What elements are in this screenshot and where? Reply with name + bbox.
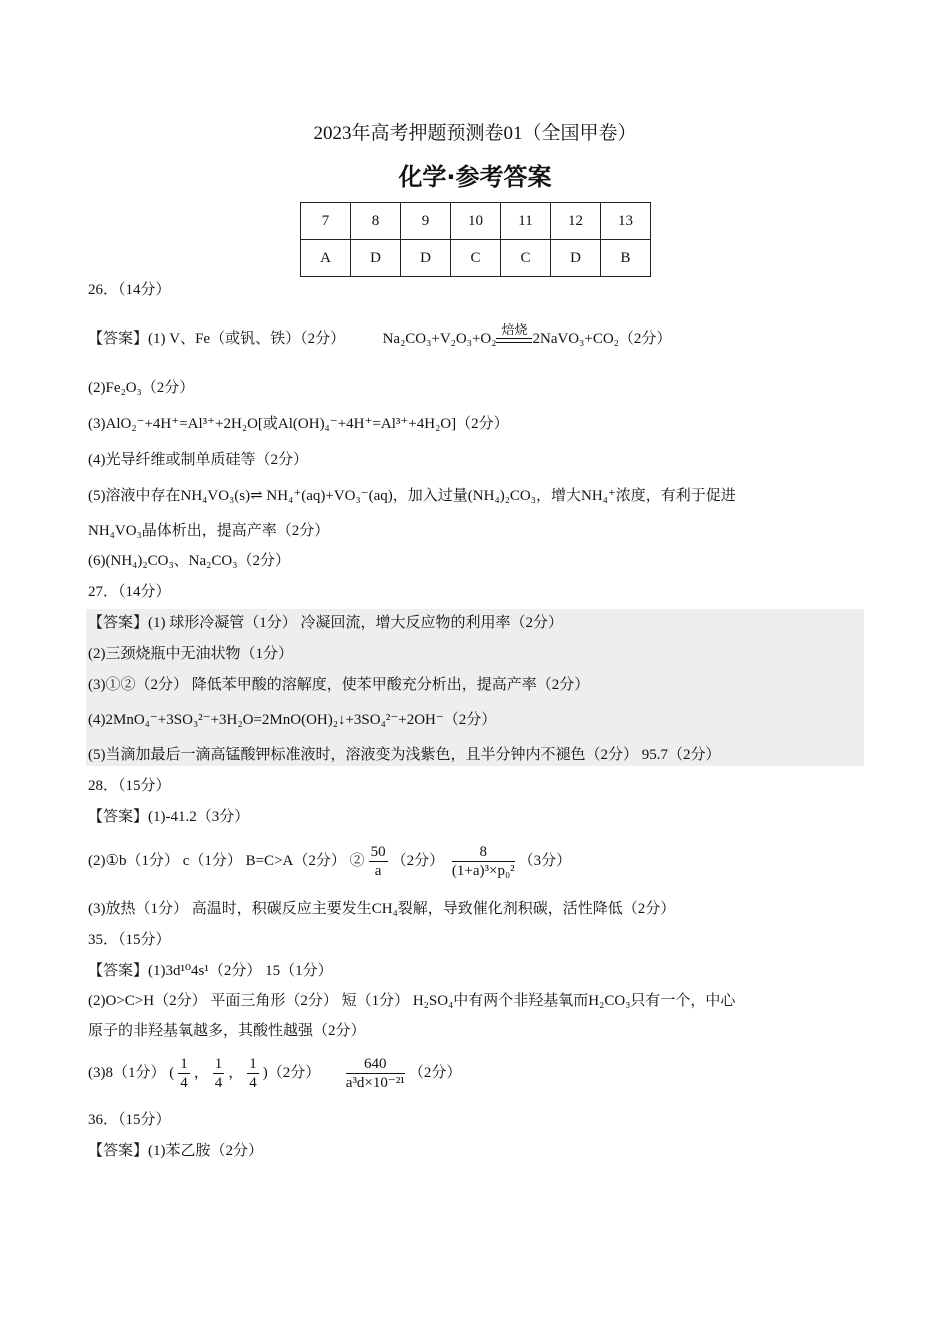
fraction-denominator: a³d×10⁻²¹ — [345, 1075, 405, 1092]
fraction — [178, 1055, 190, 1092]
q26-answer-4: (4)光导纤维或制单质硅等（2分） — [88, 452, 308, 468]
q27-answer-3: (3)①②（2分） 降低苯甲酸的溶解度，使苯甲酸充分析出，提高产率（2分） — [88, 677, 590, 693]
fraction-denominator: 4 — [249, 1075, 257, 1092]
q26-equation-reactants: Na₂CO₃+V₂O₃+O₂ — [382, 331, 497, 347]
table-cell: D — [351, 240, 401, 277]
q27-answer-1: 【答案】(1) 球形冷凝管（1分） 冷凝回流，增大反应物的利用率（2分） — [88, 615, 563, 631]
page-subtitle: 化学·参考答案 — [398, 163, 552, 191]
table-cell: 12 — [551, 203, 601, 240]
table-cell: B — [601, 240, 651, 277]
q36-header: 36．（15分） — [88, 1112, 171, 1128]
q27-answer-2: (2)三颈烧瓶中无油状物（1分） — [88, 646, 293, 662]
q35-answer-3-text: (3)8（1分） ( — [88, 1065, 175, 1081]
q28-answer-2-score-2: （3分） — [518, 853, 572, 869]
q26-answer-5-cont: NH₄VO₃晶体析出，提高产率（2分） — [88, 523, 330, 539]
fraction-denominator: 4 — [180, 1075, 188, 1092]
reaction-condition: 焙烧 — [501, 322, 528, 337]
table-row-answers — [301, 240, 651, 277]
q28-answer-1: 【答案】(1)-41.2（3分） — [88, 809, 250, 825]
table-cell: 10 — [451, 203, 501, 240]
fraction-denominator: (1+a)³×p₀² — [451, 863, 515, 880]
coordinate-separator: ， — [228, 1065, 244, 1081]
q26-answer-3: (3)AlO₂⁻+4H⁺=Al³⁺+2H₂O[或Al(OH)₄⁻+4H⁺=Al³⁺+4H₂O]（2分） — [88, 416, 509, 432]
table-cell: D — [551, 240, 601, 277]
coordinate-separator: ， — [193, 1065, 209, 1081]
q28-answer-2 — [88, 840, 571, 882]
table-cell: 7 — [301, 203, 351, 240]
table-cell: C — [451, 240, 501, 277]
page-title: 2023年高考押题预测卷01（全国甲卷） — [313, 123, 637, 144]
q26-equation-products: 2NaVO₃+CO₂（2分） — [532, 331, 672, 347]
q35-answer-3-score: )（2分） — [262, 1065, 321, 1081]
table-cell: 9 — [401, 203, 451, 240]
choice-answer-table — [300, 202, 651, 277]
fraction-denominator: a — [374, 863, 382, 880]
reaction-arrow — [496, 322, 532, 343]
fraction-numerator: 1 — [180, 1056, 188, 1073]
fraction — [369, 843, 388, 880]
q28-answer-3: (3)放热（1分） 高温时，积碳反应主要发生CH₄裂解，导致催化剂积碳，活性降低（2分） — [88, 901, 676, 917]
q36-answer-1: 【答案】(1)苯乙胺（2分） — [88, 1143, 263, 1159]
fraction-numerator: 640 — [346, 1055, 405, 1074]
q26-answer-1a: 【答案】(1) V、Fe（或钒、铁）（2分） — [88, 331, 346, 347]
fraction-numerator: 1 — [249, 1056, 257, 1073]
fraction-denominator: 4 — [214, 1075, 223, 1092]
table-cell: D — [401, 240, 451, 277]
table-cell: C — [501, 240, 551, 277]
fraction — [247, 1055, 259, 1092]
fraction-numerator: 50 — [370, 844, 386, 861]
q26-answer-5: (5)溶液中存在NH₄VO₃(s)⇌ NH₄⁺(aq)+VO₃⁻(aq)，加入过量(NH₄)₂CO₃，增大NH₄⁺浓度，有利于促进 — [88, 488, 736, 504]
q35-answer-3-score-2: （2分） — [408, 1065, 462, 1081]
q28-header: 28．（15分） — [88, 778, 171, 794]
q26-header: 26．（14分） — [88, 282, 171, 298]
q26-answer-line-1 — [88, 322, 672, 349]
fraction — [346, 1055, 405, 1092]
q26-answer-6: (6)(NH₄)₂CO₃、Na₂CO₃（2分） — [88, 553, 290, 569]
q35-header: 35．（15分） — [88, 932, 171, 948]
q28-answer-2-score: （2分） — [391, 853, 445, 869]
q27-answer-5: (5)当滴加最后一滴高锰酸钾标准液时，溶液变为浅紫色，且半分钟内不褪色（2分） 95.7（2分） — [88, 747, 721, 763]
q35-answer-3 — [88, 1052, 461, 1094]
fraction-numerator: 8 — [452, 843, 515, 862]
q27-answer-4: (4)2MnO₄⁻+3SO₃²⁻+3H₂O=2MnO(OH)₂↓+3SO₄²⁻+2OH⁻（2分） — [88, 712, 497, 728]
q35-answer-2: (2)O>C>H（2分） 平面三角形（2分） 短（1分） H₂SO₄中有两个非羟基氧而H₂CO₃只有一个，中心 — [88, 993, 736, 1009]
table-cell: 13 — [601, 203, 651, 240]
fraction-numerator: 1 — [214, 1056, 223, 1073]
table-row-numbers — [301, 203, 651, 240]
table-cell: 11 — [501, 203, 551, 240]
q27-header: 27．（14分） — [88, 584, 171, 600]
fraction — [213, 1055, 225, 1092]
table-cell: A — [301, 240, 351, 277]
q35-answer-1: 【答案】(1)3d¹⁰4s¹（2分） 15（1分） — [88, 963, 333, 979]
q28-answer-2-text: (2)①b（1分） c（1分） B=C>A（2分） ② — [88, 853, 365, 869]
table-cell: 8 — [351, 203, 401, 240]
q35-answer-2-cont: 原子的非羟基氧越多，其酸性越强（2分） — [88, 1023, 366, 1039]
q26-answer-2: (2)Fe₂O₃（2分） — [88, 380, 195, 396]
fraction — [452, 843, 515, 880]
